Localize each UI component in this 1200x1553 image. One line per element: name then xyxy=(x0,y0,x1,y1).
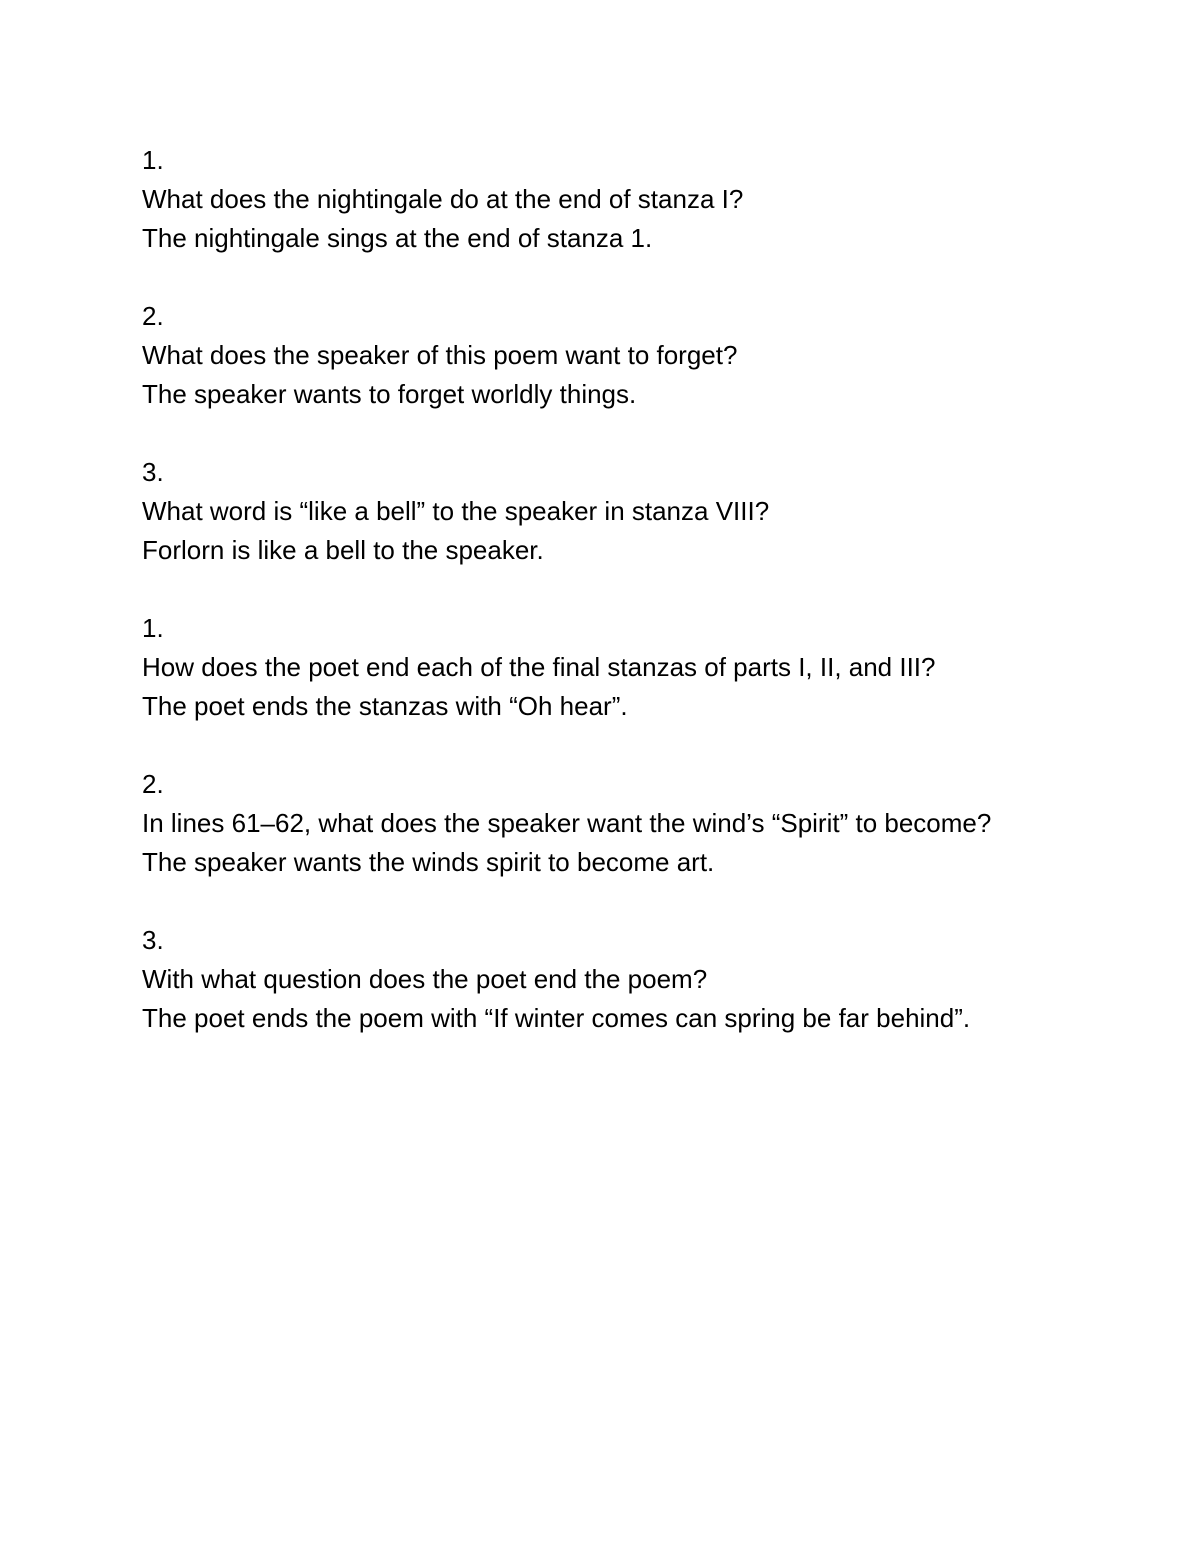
qa-item xyxy=(142,297,1162,414)
answer-text: The poet ends the poem with “If winter comes can spring be far behind”. xyxy=(142,1003,971,1033)
item-number: 1. xyxy=(142,145,164,175)
question-text: How does the poet end each of the final stanzas of parts I, II, and III? xyxy=(142,652,936,682)
item-number: 3. xyxy=(142,925,164,955)
answer-text: The poet ends the stanzas with “Oh hear”. xyxy=(142,691,628,721)
qa-item xyxy=(142,921,1162,1038)
answer-text: Forlorn is like a bell to the speaker. xyxy=(142,535,544,565)
item-number: 1. xyxy=(142,613,164,643)
qa-item xyxy=(142,453,1162,570)
qa-item xyxy=(142,765,1162,882)
qa-item xyxy=(142,609,1162,726)
item-number: 3. xyxy=(142,457,164,487)
question-text: In lines 61–62, what does the speaker want the wind’s “Spirit” to become? xyxy=(142,808,992,838)
item-number: 2. xyxy=(142,769,164,799)
question-text: What word is “like a bell” to the speaker in stanza VIII? xyxy=(142,496,770,526)
question-text: What does the speaker of this poem want to forget? xyxy=(142,340,738,370)
answer-text: The speaker wants to forget worldly things. xyxy=(142,379,637,409)
question-text: With what question does the poet end the poem? xyxy=(142,964,708,994)
question-text: What does the nightingale do at the end of stanza I? xyxy=(142,184,744,214)
qa-item xyxy=(142,141,1162,258)
qa-list xyxy=(142,141,1162,1077)
answer-text: The speaker wants the winds spirit to become art. xyxy=(142,847,715,877)
answer-text: The nightingale sings at the end of stanza 1. xyxy=(142,223,653,253)
item-number: 2. xyxy=(142,301,164,331)
